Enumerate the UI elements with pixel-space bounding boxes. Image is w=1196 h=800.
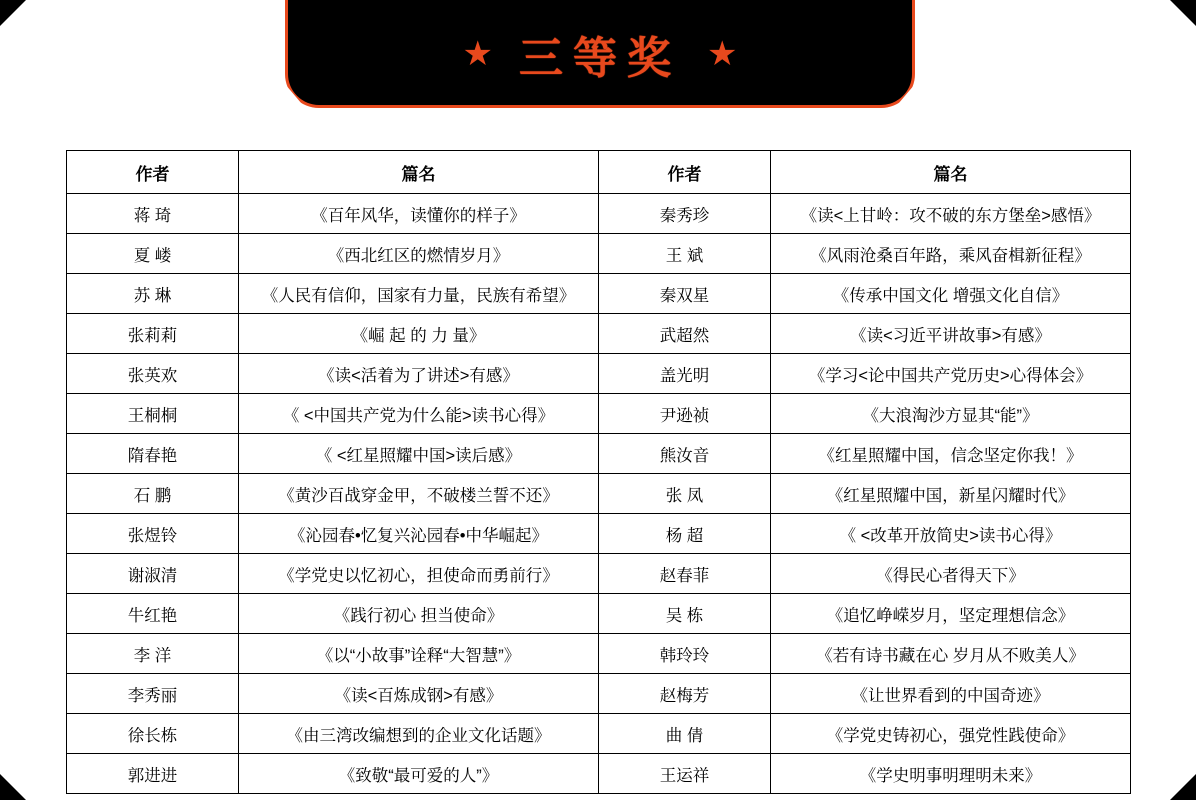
cell-title: 《读<习近平讲故事>有感》 (771, 314, 1131, 354)
cell-title: 《学史明事明理明未来》 (771, 754, 1131, 794)
table-row (67, 434, 1131, 474)
column-header-author-1: 作者 (67, 151, 239, 194)
cell-title: 《学党史以忆初心，担使命而勇前行》 (239, 554, 599, 594)
cell-title: 《大浪淘沙方显其“能”》 (771, 394, 1131, 434)
cell-author: 谢淑清 (67, 554, 239, 594)
cell-author: 张英欢 (67, 354, 239, 394)
cell-author: 石 鹏 (67, 474, 239, 514)
table-row (67, 514, 1131, 554)
cell-title: 《风雨沧桑百年路，乘风奋楫新征程》 (771, 234, 1131, 274)
cell-author: 徐长栋 (67, 714, 239, 754)
table-row (67, 274, 1131, 314)
cell-author: 郭进进 (67, 754, 239, 794)
cell-author: 张莉莉 (67, 314, 239, 354)
table-row (67, 474, 1131, 514)
cell-title: 《追忆峥嵘岁月，坚定理想信念》 (771, 594, 1131, 634)
cell-author: 吴 栋 (599, 594, 771, 634)
cell-title: 《沁园春•忆复兴沁园春•中华崛起》 (239, 514, 599, 554)
cell-title: 《得民心者得天下》 (771, 554, 1131, 594)
cell-author: 熊汝音 (599, 434, 771, 474)
cell-author: 尹逊祯 (599, 394, 771, 434)
column-header-author-2: 作者 (599, 151, 771, 194)
cell-author: 武超然 (599, 314, 771, 354)
cell-title: 《红星照耀中国，信念坚定你我！》 (771, 434, 1131, 474)
page-title: 三等奖 (519, 34, 681, 83)
cell-author: 牛红艳 (67, 594, 239, 634)
cell-title: 《读<上甘岭：攻不破的东方堡垒>感悟》 (771, 194, 1131, 234)
table-row (67, 634, 1131, 674)
column-header-title-2: 篇名 (771, 151, 1131, 194)
cell-title: 《若有诗书藏在心 岁月从不败美人》 (771, 634, 1131, 674)
table-row (67, 194, 1131, 234)
cell-title: 《读<百炼成钢>有感》 (239, 674, 599, 714)
cell-author: 盖光明 (599, 354, 771, 394)
table-row (67, 314, 1131, 354)
cell-title: 《以“小故事”诠释“大智慧”》 (239, 634, 599, 674)
cell-title: 《 <中国共产党为什么能>读书心得》 (239, 394, 599, 434)
cell-title: 《由三湾改编想到的企业文化话题》 (239, 714, 599, 754)
cell-author: 王运祥 (599, 754, 771, 794)
table-row (67, 754, 1131, 794)
table-row (67, 714, 1131, 754)
cell-title: 《致敬“最可爱的人”》 (239, 754, 599, 794)
column-header-title-1: 篇名 (239, 151, 599, 194)
corner-decoration-bottom-left (0, 774, 26, 800)
table-header-row (67, 151, 1131, 194)
table-row (67, 554, 1131, 594)
cell-author: 赵梅芳 (599, 674, 771, 714)
cell-author: 蒋 琦 (67, 194, 239, 234)
cell-title: 《红星照耀中国，新星闪耀时代》 (771, 474, 1131, 514)
star-icon-right: ★ (707, 35, 738, 73)
star-icon-left: ★ (462, 35, 493, 73)
cell-author: 张 凤 (599, 474, 771, 514)
cell-author: 张煜铃 (67, 514, 239, 554)
cell-title: 《 <红星照耀中国>读后感》 (239, 434, 599, 474)
table-row (67, 234, 1131, 274)
cell-author: 曲 倩 (599, 714, 771, 754)
cell-title: 《读<活着为了讲述>有感》 (239, 354, 599, 394)
table-row (67, 594, 1131, 634)
cell-title: 《 <改革开放简史>读书心得》 (771, 514, 1131, 554)
awards-table (66, 150, 1131, 794)
cell-title: 《学党史铸初心，强党性践使命》 (771, 714, 1131, 754)
cell-author: 赵春菲 (599, 554, 771, 594)
cell-title: 《践行初心 担当使命》 (239, 594, 599, 634)
table-row (67, 394, 1131, 434)
cell-author: 李 洋 (67, 634, 239, 674)
table-row (67, 674, 1131, 714)
table-body (67, 194, 1131, 794)
cell-title: 《传承中国文化 增强文化自信》 (771, 274, 1131, 314)
cell-title: 《学习<论中国共产党历史>心得体会》 (771, 354, 1131, 394)
cell-title: 《人民有信仰，国家有力量，民族有希望》 (239, 274, 599, 314)
cell-author: 秦秀珍 (599, 194, 771, 234)
corner-decoration-bottom-right (1170, 774, 1196, 800)
awards-table-container (66, 150, 1130, 794)
cell-author: 杨 超 (599, 514, 771, 554)
cell-title: 《崛 起 的 力 量》 (239, 314, 599, 354)
header-banner (0, 0, 1196, 120)
cell-author: 秦双星 (599, 274, 771, 314)
cell-author: 夏 嵝 (67, 234, 239, 274)
table-row (67, 354, 1131, 394)
cell-title: 《黄沙百战穿金甲，不破楼兰誓不还》 (239, 474, 599, 514)
cell-author: 李秀丽 (67, 674, 239, 714)
cell-author: 王 斌 (599, 234, 771, 274)
cell-author: 韩玲玲 (599, 634, 771, 674)
cell-author: 王桐桐 (67, 394, 239, 434)
cell-author: 苏 琳 (67, 274, 239, 314)
cell-title: 《让世界看到的中国奇迹》 (771, 674, 1131, 714)
cell-title: 《西北红区的燃情岁月》 (239, 234, 599, 274)
cell-author: 隋春艳 (67, 434, 239, 474)
cell-title: 《百年风华，读懂你的样子》 (239, 194, 599, 234)
